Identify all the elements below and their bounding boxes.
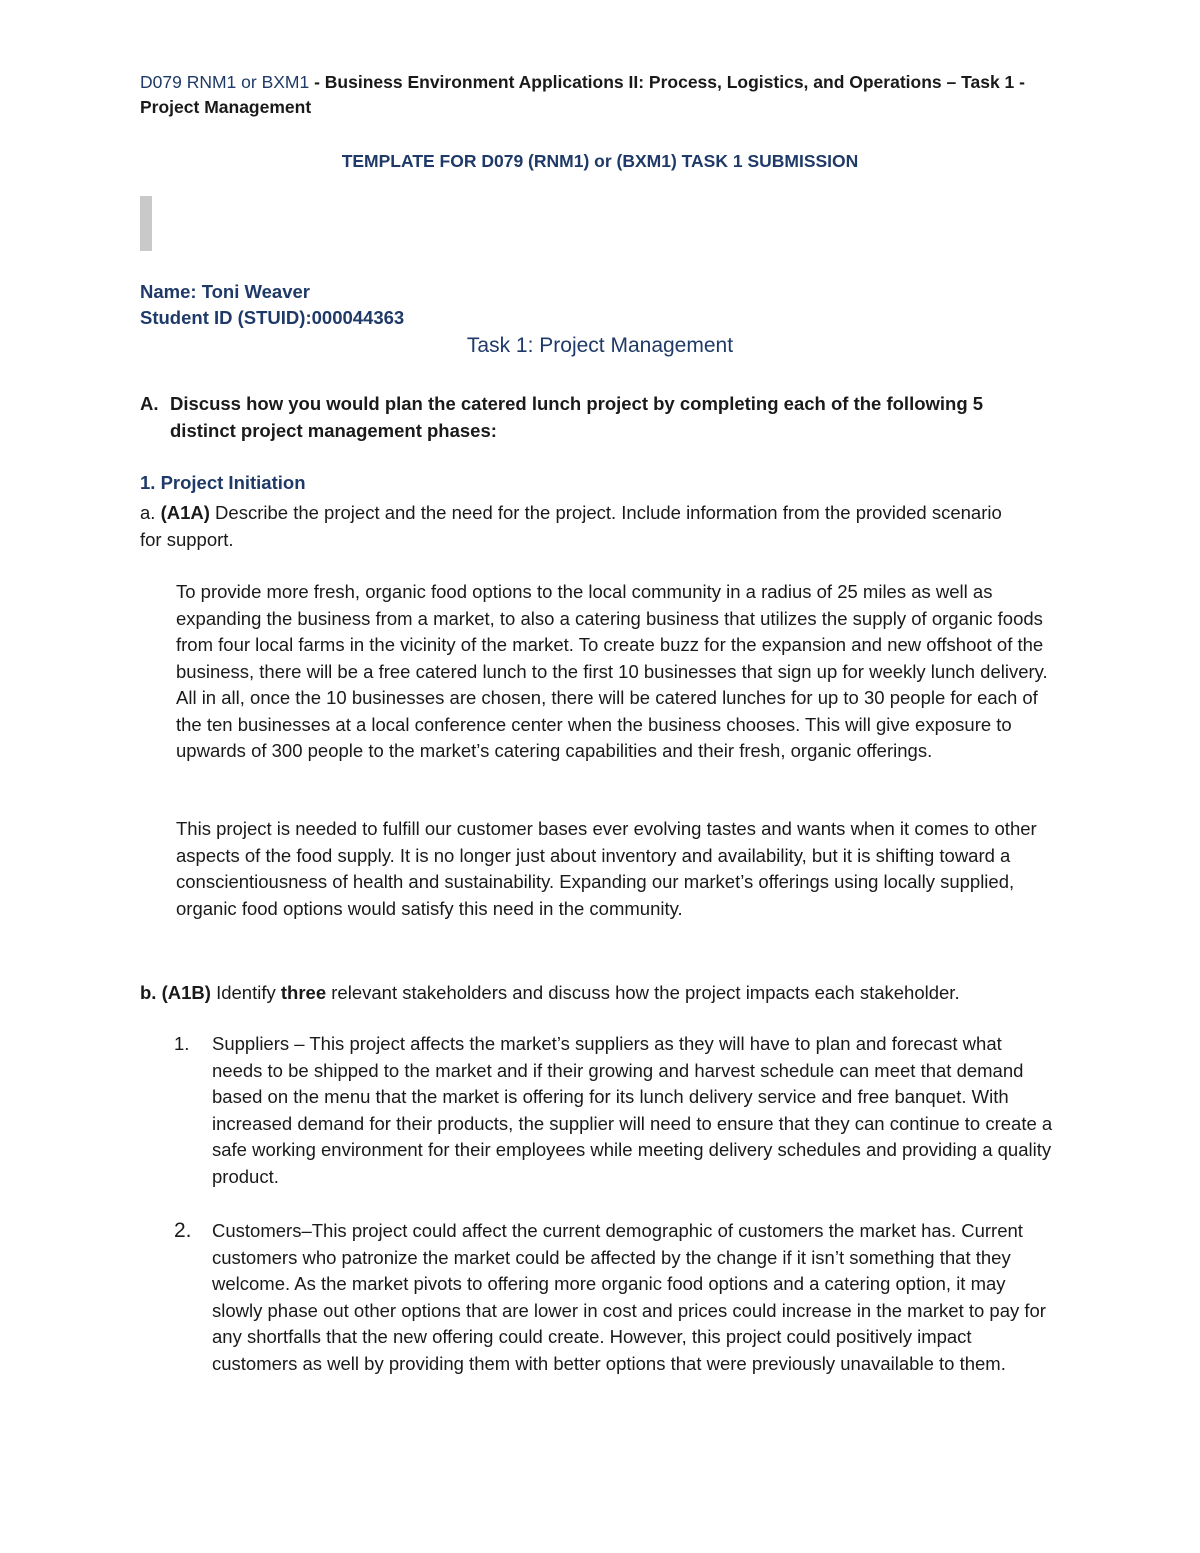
item-b-prefix: b. (140, 982, 157, 1003)
student-name: Name: Toni Weaver (140, 281, 310, 302)
text-cursor-bar (140, 196, 152, 251)
item-a-paragraph-2: This project is needed to fulfill our customer bases ever evolving tastes and wants when it comes to other aspects of the food supply. It is no longer just about inventory and availability, but it is shifting toward a conscientiousness of health and sustainability. Expanding our market’s offerings using locally supplied, organic food options would satisfy this need in the community. (176, 818, 1037, 919)
stakeholder-text: Suppliers – This project affects the market’s suppliers as they will have to plan and forecast what needs to be shipped to the market and if their growing and harvest schedule can meet that demand based on the menu that the market is offering for its lunch delivery service and free banquet. With increased demand for their products, the supplier will need to ensure that they can continue to create a safe working environment for their employees while meeting delivery schedules and providing a quality product. (212, 1033, 1053, 1187)
section-a-text: Discuss how you would plan the catered lunch project by completing each of the following 5 distinct project management phases: (170, 393, 984, 441)
task-title: Task 1: Project Management (466, 334, 734, 357)
section-a-letter: A. (140, 393, 159, 414)
item-b-text-2: relevant stakeholders and discuss how the project impacts each stakeholder. (326, 982, 960, 1003)
item-a-prompt (140, 500, 1020, 553)
stakeholder-text: Customers–This project could affect the current demographic of customers the market has. Current customers who patronize the market could be affected by the change if it isn’t something that they welcome. As the market pivots to offering more organic food options and a catering option, it may slowly phase out other options that are lower in cost and prices could increase in the market to pay for any shortfalls that the new offering could create. However, this project could positively impact customers as well by providing them with better options that were previously unavailable to them. (212, 1220, 1046, 1374)
template-title: TEMPLATE FOR D079 (RNM1) or (BXM1) TASK 1 SUBMISSION (341, 151, 859, 171)
course-code: D079 RNM1 or BXM1 (140, 72, 310, 92)
item-b-prompt (140, 980, 1040, 1007)
stakeholder-number: 1. (174, 1033, 190, 1054)
document-header (140, 70, 1060, 120)
item-a-text: Describe the project and the need for the project. Include information from the provided scenario for support. (140, 502, 1002, 550)
phase-1-heading: 1. Project Initiation (140, 472, 306, 493)
stakeholder-number: 2. (174, 1219, 192, 1242)
item-a-paragraph-1: To provide more fresh, organic food options to the local community in a radius of 25 miles as well as expanding the business from a market, to also a catering business that utilizes the supply of organic foods from four local farms in the vicinity of the market. To create buzz for the expansion and new offshoot of the business, there will be a free catered lunch to the first 10 businesses that sign up for weekly lunch delivery. All in all, once the 10 businesses are chosen, there will be catered lunches for up to 30 people for each of the ten businesses at a local conference center when the business chooses. This will give exposure to upwards of 300 people to the market’s catering capabilities and their fresh, organic offerings. (176, 581, 1048, 761)
item-b-text-bold: three (280, 982, 327, 1003)
item-a-prefix: a. (140, 502, 156, 523)
student-id: Student ID (STUID):000044363 (140, 307, 405, 328)
stakeholder-item (174, 1218, 1054, 1377)
stakeholder-item (174, 1031, 1054, 1190)
item-a-code: (A1A) (160, 502, 210, 523)
course-title: - Business Environment Applications II: Process, Logistics, and Operations – Task 1 - Project Management (140, 72, 1025, 117)
item-b-code: (A1B) (161, 982, 211, 1003)
section-a-prompt (140, 391, 1040, 444)
item-b-text-1: Identify (210, 982, 281, 1003)
